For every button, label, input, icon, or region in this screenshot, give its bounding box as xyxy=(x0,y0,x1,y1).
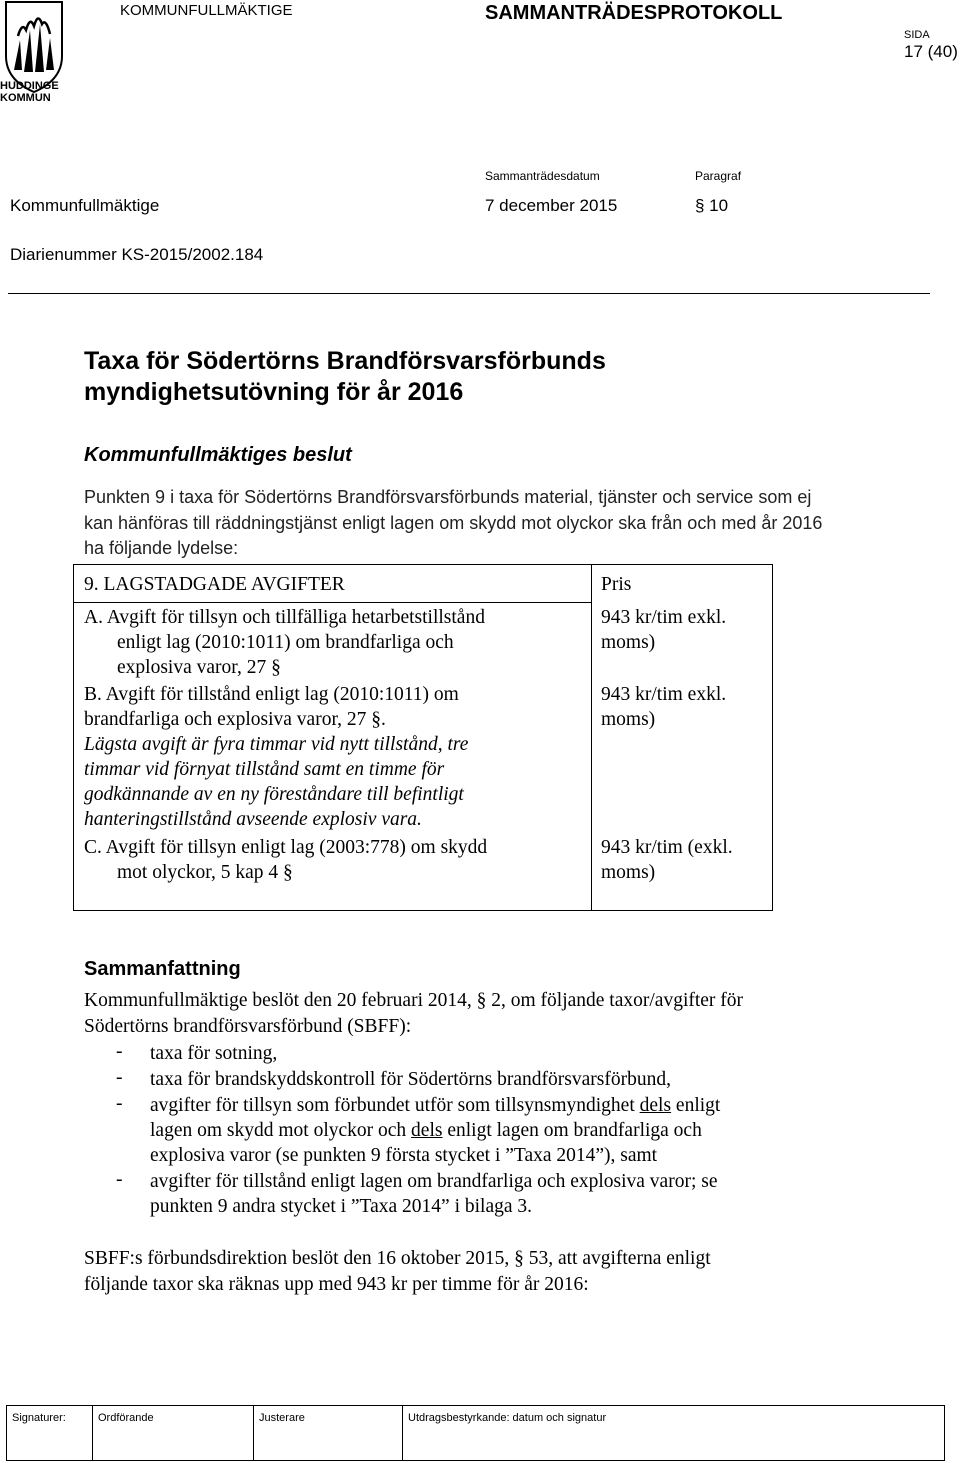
logo-text-kommun: KOMMUN xyxy=(0,92,51,104)
row-b-price-1: 943 kr/tim exkl. xyxy=(601,684,727,705)
row-c-price-2: moms) xyxy=(601,862,656,883)
page-title-line-2: myndighetsutövning för år 2016 xyxy=(84,378,464,406)
sig-utdrag-field: Utdragsbestyrkande: datum och signatur xyxy=(408,1412,607,1424)
list-item-2: taxa för brandskyddskontroll för Södertörns brandförsvarsförbund, xyxy=(150,1069,671,1090)
list-item-1: taxa för sotning, xyxy=(150,1043,278,1064)
fee-table xyxy=(73,564,773,911)
header-divider xyxy=(8,293,930,294)
list-item-4-line-2: punkten 9 andra stycket i ”Taxa 2014” i bilaga 3. xyxy=(150,1196,533,1217)
meeting-body: Kommunfullmäktige xyxy=(10,196,160,215)
row-c-price-1: 943 kr/tim (exkl. xyxy=(601,837,733,858)
paragraf-value: § 10 xyxy=(695,196,729,215)
row-b-line-1: B. Avgift för tillstånd enligt lag (2010:1011) om xyxy=(84,684,459,705)
beslut-heading: Kommunfullmäktiges beslut xyxy=(84,444,352,466)
row-b-note-2: timmar vid förnyat tillstånd samt en timme för xyxy=(84,759,445,780)
row-a-price-1: 943 kr/tim exkl. xyxy=(601,607,727,628)
table-header-title: 9. LAGSTADGADE AVGIFTER xyxy=(84,574,345,595)
table-column-divider xyxy=(591,565,592,910)
meeting-date: 7 december 2015 xyxy=(485,196,618,215)
summary-p1-line-1: Kommunfullmäktige beslöt den 20 februari 2014, § 2, om följande taxor/avgifter för xyxy=(84,990,744,1011)
table-header-price: Pris xyxy=(601,574,632,595)
row-b-note-1: Lägsta avgift är fyra timmar vid nytt tillstånd, tre xyxy=(84,734,469,755)
beslut-text: Punkten 9 i taxa för Södertörns Brandförsvarsförbunds material, tjänster och service som ej kan hänföras till räddningstjänst enligt lagen om skydd mot olyckor ska från och med år 2016 ha följande lydelse: xyxy=(84,487,823,558)
sig-ordforande-field: Ordförande xyxy=(93,1406,254,1460)
row-b-note-4: hanteringstillstånd avseende explosiv vara. xyxy=(84,809,422,830)
list-item-3-line-3: explosiva varor (se punkten 9 första stycket i ”Taxa 2014”), samt xyxy=(150,1145,658,1166)
page-title xyxy=(84,346,606,408)
row-a-line-1: A. Avgift för tillsyn och tillfälliga hetarbetstillstånd xyxy=(84,607,485,628)
date-label: Sammanträdesdatum xyxy=(485,169,600,183)
row-c-line-2: mot olyckor, 5 kap 4 § xyxy=(117,862,293,883)
summary-p2-line-1: SBFF:s förbundsdirektion beslöt den 16 oktober 2015, § 53, att avgifterna enligt xyxy=(84,1248,711,1269)
sig-justerare-field: Justerare xyxy=(254,1406,403,1460)
row-b-line-2: brandfarliga och explosiva varor, 27 §. xyxy=(84,709,386,730)
row-a-line-3: explosiva varor, 27 § xyxy=(117,657,281,678)
huddinge-logo xyxy=(0,0,68,108)
list-dash: - xyxy=(116,1169,123,1190)
logo-text-huddinge: HUDDINGE xyxy=(0,80,59,92)
summary-p2-line-2: följande taxor ska räknas upp med 943 kr per timme för år 2016: xyxy=(84,1274,589,1295)
paragraf-label: Paragraf xyxy=(695,169,742,183)
row-b-note-3: godkännande av en ny föreståndare till befintligt xyxy=(84,784,464,805)
sig-signaturer-label: Signaturer: xyxy=(7,1406,93,1460)
signature-box xyxy=(6,1405,945,1461)
row-b-price-2: moms) xyxy=(601,709,656,730)
page-title-line-1: Taxa för Södertörns Brandförsvarsförbunds xyxy=(84,347,606,375)
list-dash: - xyxy=(116,1041,123,1062)
header-org: KOMMUNFULLMÄKTIGE xyxy=(120,2,293,19)
header-sida-label: SIDA xyxy=(904,29,930,41)
diarienummer: Diarienummer KS-2015/2002.184 xyxy=(10,245,264,264)
row-c-line-1: C. Avgift för tillsyn enligt lag (2003:778) om skydd xyxy=(84,837,488,858)
row-a-price-2: moms) xyxy=(601,632,656,653)
header-page-number: 17 (40) xyxy=(904,42,958,61)
sammanfattning-heading: Sammanfattning xyxy=(84,958,241,980)
table-header-divider xyxy=(74,602,591,603)
summary-p1-line-2: Södertörns brandförsvarsförbund (SBFF): xyxy=(84,1016,412,1037)
list-item-3-line-2: lagen om skydd mot olyckor och dels enligt lagen om brandfarliga och xyxy=(150,1120,702,1141)
row-a-line-2: enligt lag (2010:1011) om brandfarliga och xyxy=(117,632,454,653)
list-item-4-line-1: avgifter för tillstånd enligt lagen om brandfarliga och explosiva varor; se xyxy=(150,1171,718,1192)
list-item-3-line-1: avgifter för tillsyn som förbundet utför som tillsynsmyndighet dels enligt xyxy=(150,1095,721,1116)
list-dash: - xyxy=(116,1067,123,1088)
list-dash: - xyxy=(116,1093,123,1114)
header-doc-title: SAMMANTRÄDESPROTOKOLL xyxy=(485,2,783,24)
